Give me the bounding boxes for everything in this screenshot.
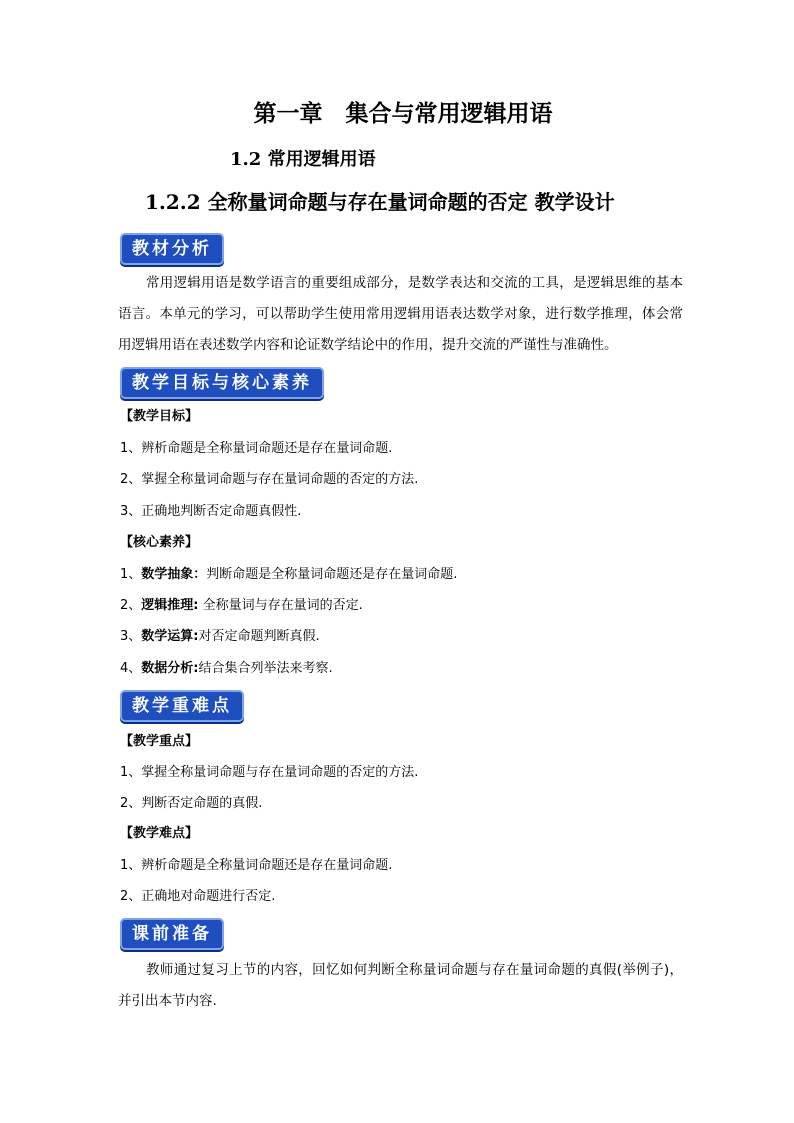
objective-item: 2、掌握全称量词命题与存在量词命题的否定的方法.	[120, 472, 419, 487]
focus-item: 2、判断否定命题的真假.	[120, 796, 263, 811]
analysis-paragraph: 常用逻辑用语是数学语言的重要组成部分，是数学表达和交流的工具，是逻辑思维的基本语言。本单元的学习，可以帮助学生使用常用逻辑用语表达数学对象，进行数学推理，体会常用逻辑用语在表述数学内容和论证数学结论中的作用，提升交流的严谨性与准确性。	[118, 275, 683, 353]
lesson-title: 1.2.2 全称量词命题与存在量词命题的否定 教学设计	[145, 190, 615, 214]
badge-preparation: 课前准备	[120, 918, 224, 950]
objective-item: 3、正确地判断否定命题真假性.	[120, 504, 302, 519]
preparation-paragraph: 教师通过复习上节的内容，回忆如何判断全称量词命题与存在量词命题的真假(举例子)，并引出本节内容.	[118, 962, 683, 1009]
difficulty-header: 【教学难点】	[120, 826, 199, 841]
literacy-text: 全称量词与存在量词的否定.	[198, 598, 363, 613]
objective-item: 1、辨析命题是全称量词命题还是存在量词命题.	[120, 441, 393, 456]
literacy-num: 2、	[120, 598, 142, 613]
literacy-text: 判断命题是全称量词命题还是存在量词命题.	[206, 567, 458, 582]
literacy-num: 3、	[120, 629, 142, 644]
literacy-num: 4、	[120, 661, 142, 676]
objectives-header: 【教学目标】	[120, 409, 199, 424]
literacy-header: 【核心素养】	[120, 535, 199, 550]
literacy-text: 对否定命题判断真假.	[198, 629, 320, 644]
badge-textbook-analysis: 教材分析	[120, 233, 224, 265]
chapter-title: 第一章 集合与常用逻辑用语	[253, 100, 553, 127]
section-title: 1.2 常用逻辑用语	[230, 149, 376, 170]
focus-item: 1、掌握全称量词命题与存在量词命题的否定的方法.	[120, 765, 419, 780]
literacy-label: 逻辑推理:	[141, 598, 199, 613]
difficulty-item: 1、辨析命题是全称量词命题还是存在量词命题.	[120, 858, 393, 873]
literacy-label: 数学运算:	[141, 629, 199, 644]
literacy-label: 数据分析:	[141, 661, 199, 676]
literacy-item	[120, 659, 333, 679]
literacy-num: 1、	[120, 567, 142, 582]
focus-header: 【教学重点】	[120, 734, 199, 749]
literacy-item	[120, 596, 363, 616]
badge-key-points: 教学重难点	[120, 690, 244, 722]
literacy-text: 结合集合列举法来考察.	[198, 661, 333, 676]
difficulty-item: 2、正确地对命题进行否定.	[120, 889, 276, 904]
literacy-item	[120, 565, 457, 585]
literacy-label: 数学抽象：	[141, 567, 207, 582]
literacy-item	[120, 627, 320, 647]
badge-goals-literacy: 教学目标与核心素养	[120, 367, 324, 399]
